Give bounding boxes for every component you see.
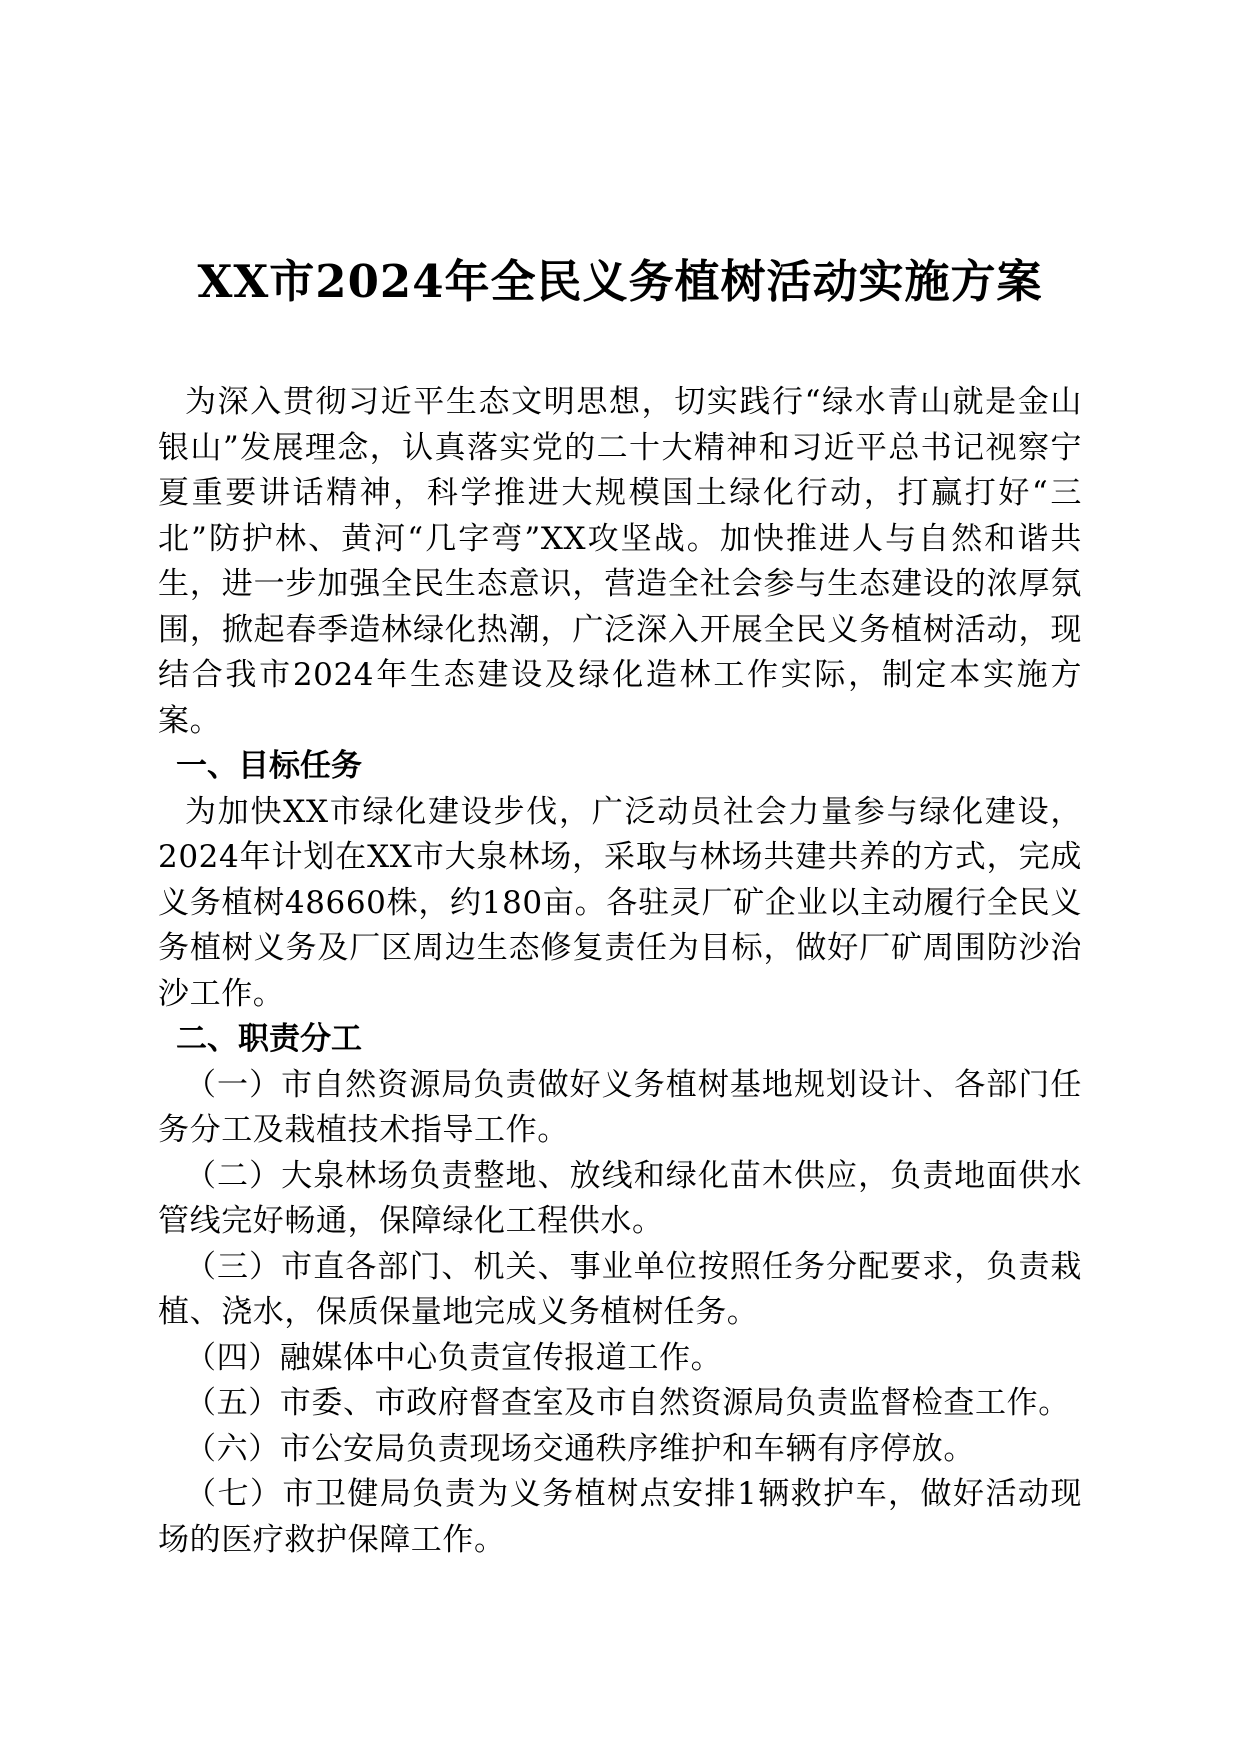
duty-item-3: （三）市直各部门、机关、事业单位按照任务分配要求，负责栽植、浇水，保质保量地完成义务植树任务。	[158, 1248, 1082, 1330]
duty-item-7: （七）市卫健局负责为义务植树点安排1辆救护车，做好活动现场的医疗救护保障工作。	[158, 1476, 1082, 1558]
goals-paragraph: 为加快XX市绿化建设步伐，广泛动员社会力量参与绿化建设，2024年计划在XX市大泉林场，采取与林场共建共养的方式，完成义务植树48660株，约180亩。各驻灵厂矿企业以主动履行全民义务植树义务及厂区周边生态修复责任为目标，做好厂矿周围防沙治沙工作。	[158, 793, 1082, 1012]
duty-item-4: （四）融媒体中心负责宣传报道工作。	[185, 1339, 723, 1376]
document-body	[158, 380, 1082, 1563]
duty-item-5: （五）市委、市政府督查室及市自然资源局负责监督检查工作。	[185, 1385, 1070, 1421]
intro-paragraph: 为深入贯彻习近平生态文明思想，切实践行“绿水青山就是金山银山”发展理念，认真落实党的二十大精神和习近平总书记视察宁夏重要讲话精神，科学推进大规模国土绿化行动，打赢打好“三北”防护林、黄河“几字弯”XX攻坚战。加快推进人与自然和谐共生，进一步加强全民生态意识，营造全社会参与生态建设的浓厚氛围，掀起春季造林绿化热潮，广泛深入开展全民义务植树活动，现结合我市2024年生态建设及绿化造林工作实际，制定本实施方案。	[158, 384, 1082, 739]
document-title: XX市2024年全民义务植树活动实施方案	[197, 255, 1043, 308]
section-heading-duties: 二、职责分工	[176, 1021, 362, 1057]
duty-item-2: （二）大泉林场负责整地、放线和绿化苗木供应，负责地面供水管线完好畅通，保障绿化工程供水。	[158, 1157, 1082, 1239]
duty-item-1: （一）市自然资源局负责做好义务植树基地规划设计、各部门任务分工及栽植技术指导工作。	[158, 1066, 1082, 1148]
duty-item-6: （六）市公安局负责现场交通秩序维护和车辆有序停放。	[185, 1430, 975, 1467]
section-heading-goals: 一、目标任务	[176, 748, 362, 784]
